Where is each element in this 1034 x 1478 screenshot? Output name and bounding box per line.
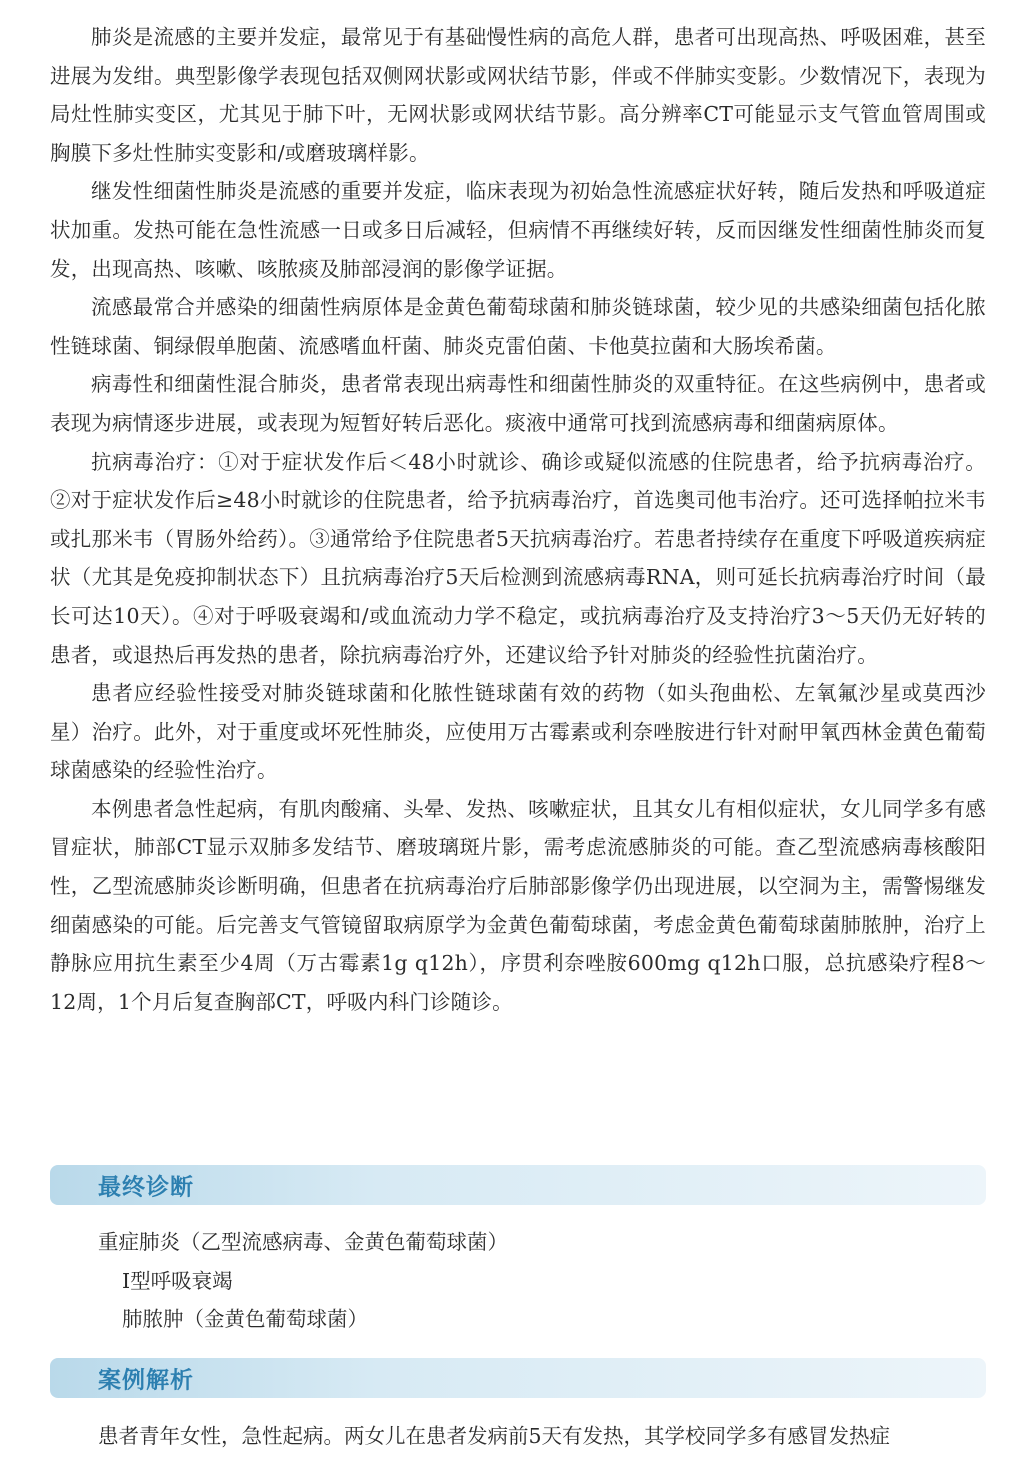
diagnosis-line-1: 重症肺炎（乙型流感病毒、金黄色葡萄球菌） bbox=[98, 1230, 508, 1254]
paragraph-case-summary: 本例患者急性起病，有肌肉酸痛、头晕、发热、咳嗽症状，且其女儿有相似症状，女儿同学多有感冒症状，肺部CT显示双肺多发结节、磨玻璃斑片影，需考虑流感肺炎的可能。查乙型流感病毒核酸阳性，乙型流感肺炎诊断明确，但患者在抗病毒治疗后肺部影像学仍出现进展，以空洞为主，需警惕继发细菌感染的可能。后完善支气管镜留取病原学为金黄色葡萄球菌，考虑金黄色葡萄球菌肺脓肿，治疗上静脉应用抗生素至少4周（万古霉素1g q12h），序贯利奈唑胺600mg q12h口服，总抗感染疗程8～12周，1个月后复查胸部CT，呼吸内科门诊随诊。 bbox=[50, 796, 986, 1014]
body-text bbox=[50, 18, 986, 1021]
case-analysis-header bbox=[50, 1358, 986, 1398]
paragraph-bacterial-pathogens: 流感最常合并感染的细菌性病原体是金黄色葡萄球菌和肺炎链球菌，较少见的共感染细菌包括化脓性链球菌、铜绿假单胞菌、流感嗜血杆菌、肺炎克雷伯菌、卡他莫拉菌和大肠埃希菌。 bbox=[50, 295, 986, 358]
case-analysis-title: 案例解析 bbox=[98, 1367, 194, 1394]
paragraph-empirical-therapy: 患者应经验性接受对肺炎链球菌和化脓性链球菌有效的药物（如头孢曲松、左氧氟沙星或莫西沙星）治疗。此外，对于重度或坏死性肺炎，应使用万古霉素或利奈唑胺进行针对耐甲氧西林金黄色葡萄球菌感染的经验性治疗。 bbox=[50, 681, 986, 783]
final-diagnosis-header bbox=[50, 1165, 986, 1205]
diagnosis-line-3: 肺脓肿（金黄色葡萄球菌） bbox=[122, 1307, 368, 1331]
paragraph-secondary-bacterial-pneumonia: 继发性细菌性肺炎是流感的重要并发症，临床表现为初始急性流感症状好转，随后发热和呼吸道症状加重。发热可能在急性流感一日或多日后减轻，但病情不再继续好转，反而因继发性细菌性肺炎而复发，出现高热、咳嗽、咳脓痰及肺部浸润的影像学证据。 bbox=[50, 179, 986, 281]
paragraph-mixed-pneumonia: 病毒性和细菌性混合肺炎，患者常表现出病毒性和细菌性肺炎的双重特征。在这些病例中，患者或表现为病情逐步进展，或表现为短暂好转后恶化。痰液中通常可找到流感病毒和细菌病原体。 bbox=[50, 372, 986, 435]
case-analysis-text: 患者青年女性，急性起病。两女儿在患者发病前5天有发热，其学校同学多有感冒发热症 bbox=[98, 1424, 891, 1448]
final-diagnosis-title: 最终诊断 bbox=[98, 1174, 194, 1201]
paragraph-antiviral-treatment: 抗病毒治疗：①对于症状发作后＜48小时就诊、确诊或疑似流感的住院患者，给予抗病毒治疗。②对于症状发作后≥48小时就诊的住院患者，给予抗病毒治疗，首选奥司他韦治疗。还可选择帕拉米韦或扎那米韦（胃肠外给药）。③通常给予住院患者5天抗病毒治疗。若患者持续存在重度下呼吸道疾病症状（尤其是免疫抑制状态下）且抗病毒治疗5天后检测到流感病毒RNA，则可延长抗病毒治疗时间（最长可达10天）。④对于呼吸衰竭和/或血流动力学不稳定，或抗病毒治疗及支持治疗3～5天仍无好转的患者，或退热后再发热的患者，除抗病毒治疗外，还建议给予针对肺炎的经验性抗菌治疗。 bbox=[50, 449, 986, 667]
diagnosis-line-2: Ⅰ型呼吸衰竭 bbox=[122, 1269, 233, 1293]
paragraph-pneumonia-complication: 肺炎是流感的主要并发症，最常见于有基础慢性病的高危人群，患者可出现高热、呼吸困难，甚至进展为发绀。典型影像学表现包括双侧网状影或网状结节影，伴或不伴肺实变影。少数情况下，表现为局灶性肺实变区，尤其见于肺下叶，无网状影或网状结节影。高分辨率CT可能显示支气管血管周围或胸膜下多灶性肺实变影和/或磨玻璃样影。 bbox=[50, 25, 986, 165]
